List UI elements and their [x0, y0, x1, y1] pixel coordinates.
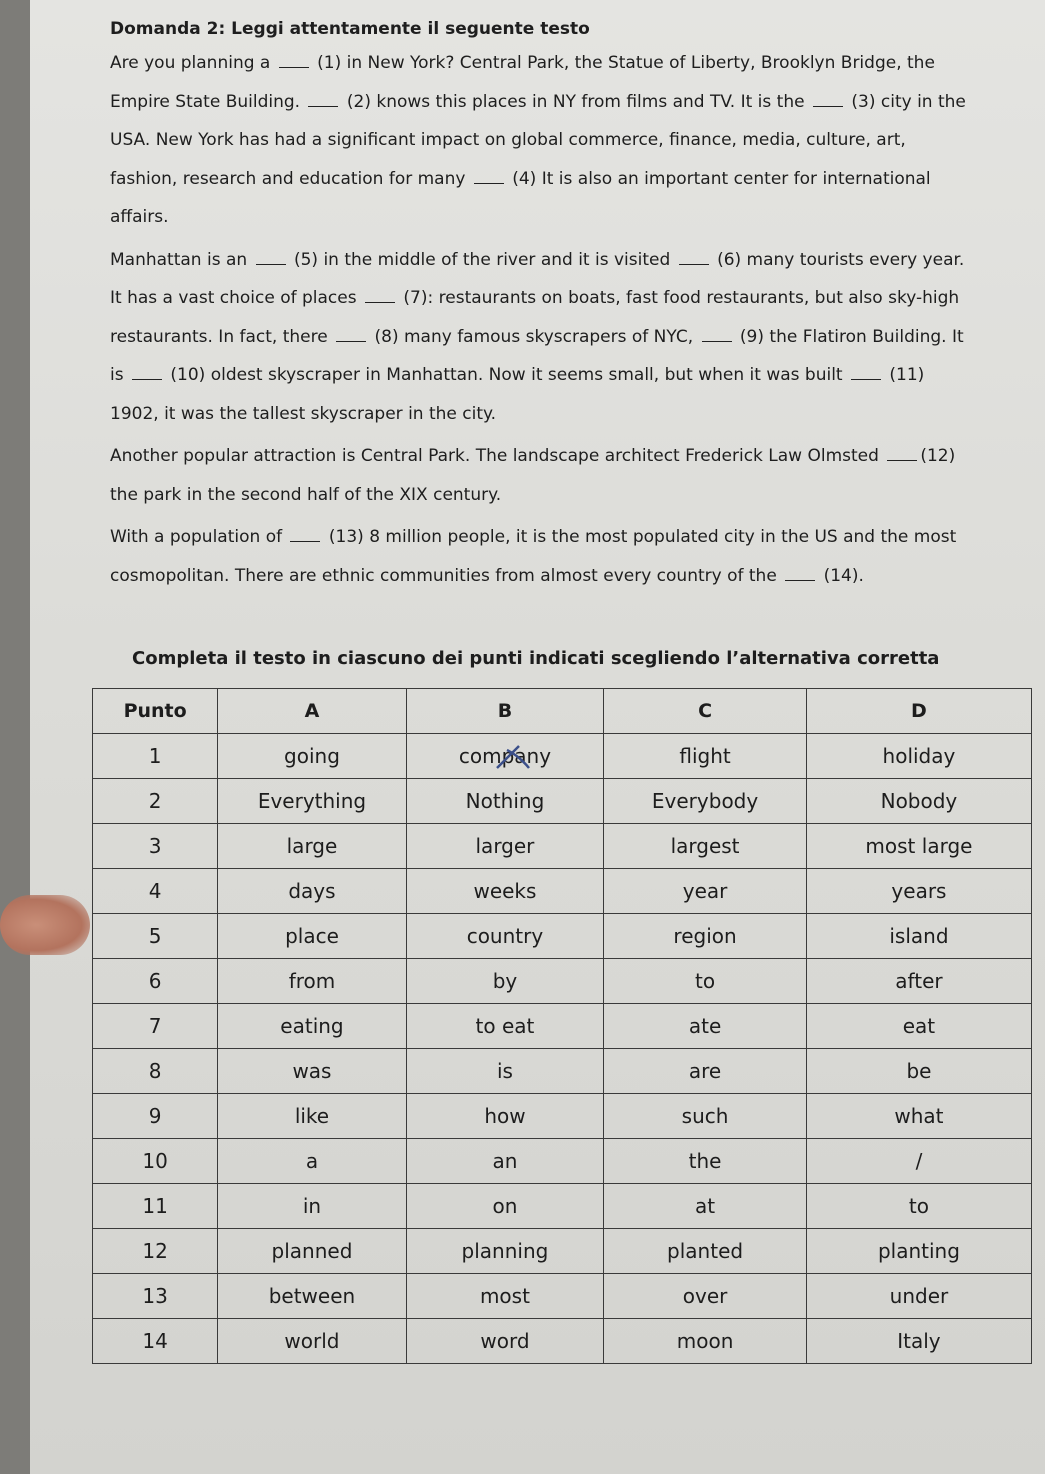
- answer-blank[interactable]: [851, 365, 881, 380]
- answer-blank[interactable]: [679, 250, 709, 265]
- cell-text: is: [496, 1059, 513, 1083]
- answer-blank[interactable]: [474, 169, 504, 184]
- passage-text: (7): restaurants on boats, fast food restaurants, but also sky-high restaurants. In fact, there: [110, 288, 960, 347]
- table-row: [93, 1049, 1032, 1094]
- cell-punto: [93, 869, 218, 914]
- cell-text: 14: [142, 1329, 168, 1353]
- finger-thumb: [0, 895, 90, 955]
- cell-text: ate: [688, 1014, 722, 1038]
- passage-text: (11) 1902, it was the tallest skyscraper in the city.: [110, 365, 925, 424]
- passage-text: Another popular attraction is Central Park. The landscape architect Frederick Law Olmsted: [110, 446, 885, 466]
- cell-option-b[interactable]: [406, 1319, 604, 1364]
- cell-text: largest: [670, 834, 740, 858]
- cell-punto: [93, 1004, 218, 1049]
- cell-option-a[interactable]: [218, 869, 406, 914]
- cell-text: Italy: [897, 1329, 941, 1353]
- cell-text: 1: [148, 744, 162, 768]
- table-body: [93, 734, 1032, 1364]
- cell-option-b[interactable]: [406, 734, 604, 779]
- cell-text: such: [681, 1104, 729, 1128]
- cell-text: what: [894, 1104, 944, 1128]
- passage-text: (8) many famous skyscrapers of NYC,: [369, 326, 699, 347]
- table-row: [93, 869, 1032, 914]
- cell-text: Nothing: [465, 789, 545, 813]
- cell-option-c[interactable]: [604, 1319, 807, 1364]
- table-row: [93, 824, 1032, 869]
- table-row: [93, 1229, 1032, 1274]
- cell-punto: [93, 824, 218, 869]
- cell-punto: [93, 1049, 218, 1094]
- table-row: [93, 779, 1032, 824]
- passage-paragraph: [110, 518, 970, 595]
- cell-text: 3: [148, 834, 162, 858]
- cell-text: 6: [148, 969, 162, 993]
- cell-option-d[interactable]: [806, 779, 1031, 824]
- cell-punto: [93, 1094, 218, 1139]
- cell-text: eating: [280, 1014, 344, 1038]
- table-row: [93, 1094, 1032, 1139]
- cell-option-c[interactable]: [604, 869, 807, 914]
- cell-text: company: [459, 744, 551, 768]
- cell-text: from: [288, 969, 336, 993]
- cell-text: 11: [142, 1194, 168, 1218]
- passage-paragraph: [110, 44, 970, 237]
- cell-option-b[interactable]: [406, 914, 604, 959]
- cell-text: days: [288, 879, 336, 903]
- cell-text: a: [305, 1149, 319, 1173]
- cell-option-a[interactable]: [218, 1049, 406, 1094]
- cell-option-b[interactable]: [406, 1094, 604, 1139]
- passage-text: (13) 8 million people, it is the most populated city in the US and the most cosmopolitan. There are ethnic communities from almost every country of the: [110, 527, 957, 586]
- cell-option-b[interactable]: [406, 869, 604, 914]
- cell-text: 13: [142, 1284, 168, 1308]
- cell-text: going: [284, 744, 340, 768]
- cell-text: large: [286, 834, 338, 858]
- cell-text: on: [492, 1194, 518, 1218]
- cell-text: 2: [148, 789, 162, 813]
- cell-text: Nobody: [880, 789, 958, 813]
- cell-option-c[interactable]: [604, 1004, 807, 1049]
- cell-text: at: [695, 1194, 716, 1218]
- cell-option-a[interactable]: [218, 959, 406, 1004]
- passage-text: (14).: [818, 565, 864, 586]
- cell-option-d[interactable]: [806, 1004, 1031, 1049]
- cell-option-a[interactable]: [218, 779, 406, 824]
- cell-option-c[interactable]: [604, 1229, 807, 1274]
- cell-punto: [93, 734, 218, 779]
- cell-text: Everybody: [651, 789, 759, 813]
- answer-blank[interactable]: [887, 446, 917, 461]
- cell-option-d[interactable]: [806, 1094, 1031, 1139]
- cell-text: 8: [148, 1059, 162, 1083]
- answer-blank[interactable]: [290, 527, 320, 542]
- cell-text: the: [688, 1149, 722, 1173]
- cell-text: after: [895, 969, 943, 993]
- table-row: [93, 1184, 1032, 1229]
- header-a: A: [218, 689, 406, 734]
- header-punto: Punto: [93, 689, 218, 734]
- cell-option-a[interactable]: [218, 914, 406, 959]
- cell-option-c[interactable]: [604, 1274, 807, 1319]
- passage-text: (9) the Flatiron Building. It is: [110, 326, 964, 385]
- cell-option-d[interactable]: [806, 1319, 1031, 1364]
- cell-option-d[interactable]: [806, 1049, 1031, 1094]
- cell-option-d[interactable]: [806, 914, 1031, 959]
- header-b: B: [406, 689, 604, 734]
- cell-option-a[interactable]: [218, 734, 406, 779]
- cell-option-a[interactable]: [218, 1184, 406, 1229]
- cell-option-c[interactable]: [604, 1049, 807, 1094]
- table-row: [93, 1319, 1032, 1364]
- cell-text: between: [268, 1284, 356, 1308]
- passage-text: (6) many tourists every year. It has a vast choice of places: [110, 249, 965, 308]
- cell-option-b[interactable]: [406, 1049, 604, 1094]
- question-heading: Domanda 2: Leggi attentamente il seguente testo: [110, 19, 590, 39]
- cell-text: 5: [148, 924, 162, 948]
- cell-text: eat: [902, 1014, 936, 1038]
- answer-blank[interactable]: [702, 327, 732, 342]
- passage-paragraph: [110, 241, 970, 434]
- cell-punto: [93, 959, 218, 1004]
- cell-text: flight: [679, 744, 731, 768]
- answer-blank[interactable]: [132, 365, 162, 380]
- cell-text: planting: [877, 1239, 960, 1263]
- cell-text: by: [492, 969, 518, 993]
- passage-text: (5) in the middle of the river and it is visited: [288, 249, 676, 270]
- cell-option-d[interactable]: [806, 824, 1031, 869]
- cell-option-a[interactable]: [218, 1274, 406, 1319]
- cell-text: 4: [148, 879, 162, 903]
- passage-text: (4) It is also an important center for international affairs.: [110, 168, 931, 227]
- cell-text: to eat: [475, 1014, 535, 1038]
- cell-option-d[interactable]: [806, 734, 1031, 779]
- cell-text: be: [906, 1059, 932, 1083]
- cell-option-b[interactable]: [406, 779, 604, 824]
- cell-punto: [93, 1319, 218, 1364]
- cell-option-c[interactable]: [604, 824, 807, 869]
- cell-text: under: [889, 1284, 949, 1308]
- cell-option-d[interactable]: [806, 1274, 1031, 1319]
- table-row: [93, 914, 1032, 959]
- table-row: [93, 1139, 1032, 1184]
- cell-text: weeks: [473, 879, 537, 903]
- cross-mark-icon: [489, 742, 539, 772]
- cell-option-a[interactable]: [218, 824, 406, 869]
- cell-option-d[interactable]: [806, 1229, 1031, 1274]
- answer-blank[interactable]: [785, 566, 815, 581]
- cell-option-b[interactable]: [406, 1229, 604, 1274]
- cell-option-d[interactable]: [806, 1139, 1031, 1184]
- cell-option-c[interactable]: [604, 1139, 807, 1184]
- cell-text: to: [908, 1194, 929, 1218]
- answer-blank[interactable]: [279, 53, 309, 68]
- passage-text: Are you planning a: [110, 53, 276, 73]
- answer-blank[interactable]: [256, 250, 286, 265]
- passage-text: (12) the park in the second half of the XIX century.: [110, 446, 956, 505]
- cell-option-c[interactable]: [604, 1094, 807, 1139]
- cell-punto: [93, 1139, 218, 1184]
- cell-punto: [93, 914, 218, 959]
- cell-text: larger: [475, 834, 535, 858]
- passage-text: (3) city in the USA. New York has had a significant impact on global commerce, finance, media, culture, art, fashion, research and education for many: [110, 91, 966, 189]
- cell-option-c[interactable]: [604, 914, 807, 959]
- table-row: [93, 959, 1032, 1004]
- passage-paragraphs: [110, 44, 970, 595]
- cell-text: planned: [271, 1239, 353, 1263]
- cell-text: 7: [148, 1014, 162, 1038]
- table-row: [93, 1274, 1032, 1319]
- passage-text: (1) in New York? Central Park, the Statue of Liberty, Brooklyn Bridge, the Empire State Building.: [110, 53, 935, 112]
- cell-text: years: [891, 879, 947, 903]
- cell-option-d[interactable]: [806, 1184, 1031, 1229]
- cell-text: planning: [461, 1239, 549, 1263]
- cell-option-a[interactable]: [218, 1094, 406, 1139]
- cell-option-a[interactable]: [218, 1319, 406, 1364]
- cell-option-b[interactable]: [406, 1184, 604, 1229]
- cell-text: to: [695, 969, 716, 993]
- cell-option-b[interactable]: [406, 1004, 604, 1049]
- cell-text: moon: [676, 1329, 734, 1353]
- cell-text: 9: [148, 1104, 162, 1128]
- cell-option-c[interactable]: [604, 734, 807, 779]
- cell-option-a[interactable]: [218, 1229, 406, 1274]
- answer-blank[interactable]: [336, 327, 366, 342]
- cell-option-a[interactable]: [218, 1139, 406, 1184]
- cell-text: over: [682, 1284, 728, 1308]
- passage-paragraph: [110, 437, 970, 514]
- cell-option-b[interactable]: [406, 959, 604, 1004]
- cell-text: island: [889, 924, 949, 948]
- passage-text: Manhattan is an: [110, 249, 253, 270]
- cell-punto: [93, 1184, 218, 1229]
- cell-text: country: [466, 924, 544, 948]
- cell-text: planted: [667, 1239, 744, 1263]
- cell-option-b[interactable]: [406, 1274, 604, 1319]
- cell-text: holiday: [882, 744, 956, 768]
- cell-text: 10: [142, 1149, 168, 1173]
- cell-option-b[interactable]: [406, 824, 604, 869]
- cell-punto: [93, 1274, 218, 1319]
- passage-text: (2) knows this places in NY from films and TV. It is the: [341, 91, 810, 112]
- worksheet-paper: [30, 0, 1045, 1474]
- cell-text: how: [484, 1104, 526, 1128]
- cell-text: word: [480, 1329, 530, 1353]
- header-d: D: [806, 689, 1031, 734]
- cell-punto: [93, 779, 218, 824]
- cell-text: place: [285, 924, 339, 948]
- cell-option-c[interactable]: [604, 1184, 807, 1229]
- passage-text: (10) oldest skyscraper in Manhattan. Now it seems small, but when it was built: [164, 365, 848, 385]
- cell-text: like: [294, 1104, 330, 1128]
- cell-text: year: [682, 879, 728, 903]
- answer-blank[interactable]: [813, 92, 843, 107]
- cell-text: world: [284, 1329, 340, 1353]
- cell-text: in: [302, 1194, 322, 1218]
- cell-text: are: [688, 1059, 722, 1083]
- cell-text: Everything: [257, 789, 367, 813]
- cell-text: an: [492, 1149, 518, 1173]
- instruction-text: Completa il testo in ciascuno dei punti indicati scegliendo l’alternativa corretta: [132, 648, 940, 669]
- cell-text: was: [292, 1059, 332, 1083]
- cell-text: most large: [865, 834, 973, 858]
- header-c: C: [604, 689, 807, 734]
- cell-punto: [93, 1229, 218, 1274]
- cell-option-a[interactable]: [218, 1004, 406, 1049]
- table-row: [93, 734, 1032, 779]
- table-header-row: [93, 689, 1032, 734]
- cell-option-c[interactable]: [604, 779, 807, 824]
- answer-blank[interactable]: [308, 92, 338, 107]
- cell-text: most: [479, 1284, 530, 1308]
- cell-text: /: [915, 1149, 923, 1173]
- cell-option-c[interactable]: [604, 959, 807, 1004]
- cell-text: region: [673, 924, 737, 948]
- cell-option-d[interactable]: [806, 869, 1031, 914]
- reading-passage: [110, 14, 970, 599]
- cell-option-b[interactable]: [406, 1139, 604, 1184]
- table-row: [93, 1004, 1032, 1049]
- passage-text: With a population of: [110, 527, 288, 547]
- cell-text: 12: [142, 1239, 168, 1263]
- answer-table: [92, 688, 1032, 1364]
- cell-option-d[interactable]: [806, 959, 1031, 1004]
- answer-blank[interactable]: [365, 288, 395, 303]
